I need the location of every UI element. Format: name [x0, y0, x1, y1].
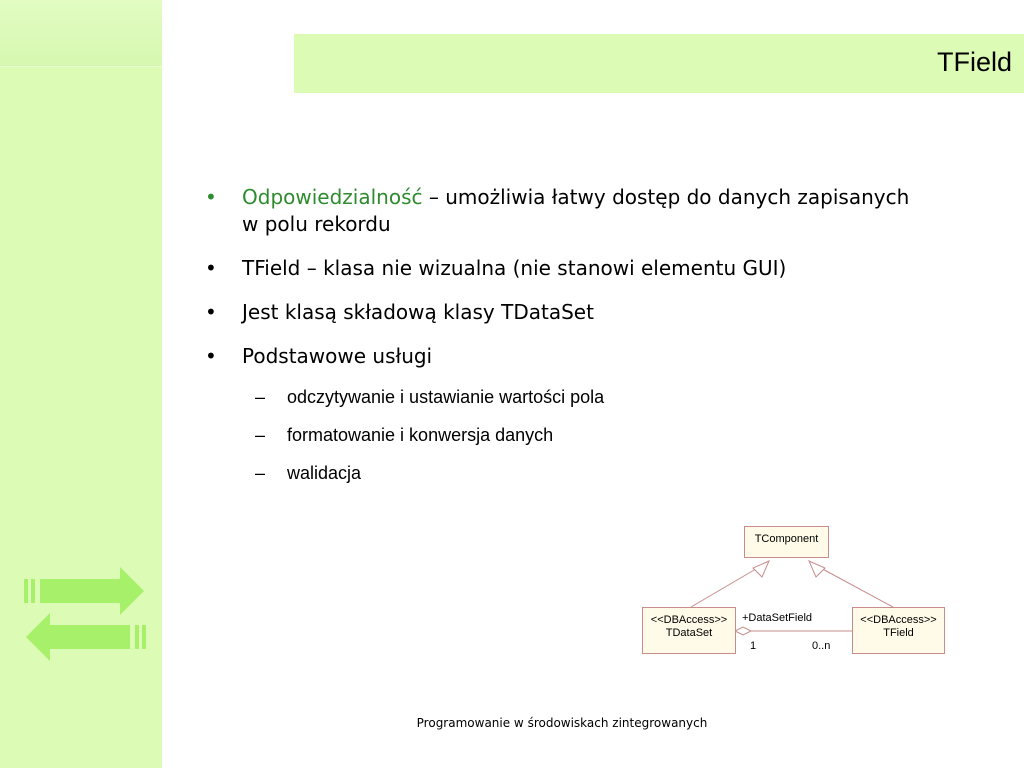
sub-bullet-text: walidacja — [287, 463, 362, 483]
bullet-item — [205, 255, 925, 282]
bullet-item — [205, 299, 925, 326]
bullet-item — [205, 184, 925, 238]
bullet-list — [205, 184, 925, 485]
bullet-text: – umożliwia łatwy dostęp do danych zapisanych w polu rekordu — [242, 185, 910, 236]
sub-bullet-item — [205, 423, 925, 447]
bullet-item — [205, 343, 925, 370]
uml-stereotype: <<DBAccess>> — [650, 614, 728, 626]
bullet-marker: • — [205, 256, 217, 280]
bullet-text: Jest klasą składową klasy TDataSet — [242, 300, 594, 324]
uml-class-name: TComponent — [754, 533, 819, 545]
bullet-marker: • — [205, 300, 217, 324]
sub-bullet-marker: – — [255, 387, 266, 407]
slide-footer: Programowanie w środowiskach zintegrowanych — [416, 716, 708, 730]
bullet-marker: • — [205, 185, 217, 209]
sub-bullet-marker: – — [255, 463, 266, 483]
sub-bullet-item — [205, 461, 925, 485]
multiplicity-left: 1 — [750, 640, 757, 652]
sub-bullet-text: odczytywanie i ustawianie wartości pola — [287, 387, 605, 407]
sub-bullet-item — [205, 385, 925, 409]
inheritance-triangle-icon — [809, 561, 825, 577]
side-panel-divider — [0, 66, 162, 67]
right-arrow-icon[interactable] — [24, 567, 144, 615]
sub-bullet-text: formatowanie i konwersja danych — [287, 425, 554, 445]
left-arrow-icon[interactable] — [26, 613, 146, 661]
association-label: +DataSetField — [742, 612, 813, 624]
aggregation-diamond-icon — [735, 627, 751, 635]
generalization-line-tfield — [817, 566, 893, 607]
bullet-marker: • — [205, 344, 217, 368]
bullet-text: Podstawowe usługi — [242, 344, 433, 368]
side-panel-top-band — [0, 0, 162, 66]
uml-stereotype: <<DBAccess>> — [860, 614, 937, 626]
uml-class-name: TDataSet — [665, 627, 713, 639]
uml-class-tfield — [852, 607, 945, 654]
bullet-text: TField – klasa nie wizualna (nie stanowi elementu GUI) — [242, 256, 787, 280]
uml-class-tcomponent — [744, 526, 829, 558]
navigation-arrows — [22, 566, 148, 666]
uml-class-name: TField — [883, 627, 914, 639]
generalization-line-tdataset — [691, 566, 761, 607]
uml-class-tdataset — [642, 607, 736, 654]
title-bar — [294, 34, 1024, 93]
multiplicity-right: 0..n — [812, 640, 831, 652]
slide-title: TField — [936, 47, 1012, 77]
sub-bullet-marker: – — [255, 425, 266, 445]
highlight-term: Odpowiedzialność — [242, 185, 423, 209]
inheritance-triangle-icon — [753, 561, 769, 577]
